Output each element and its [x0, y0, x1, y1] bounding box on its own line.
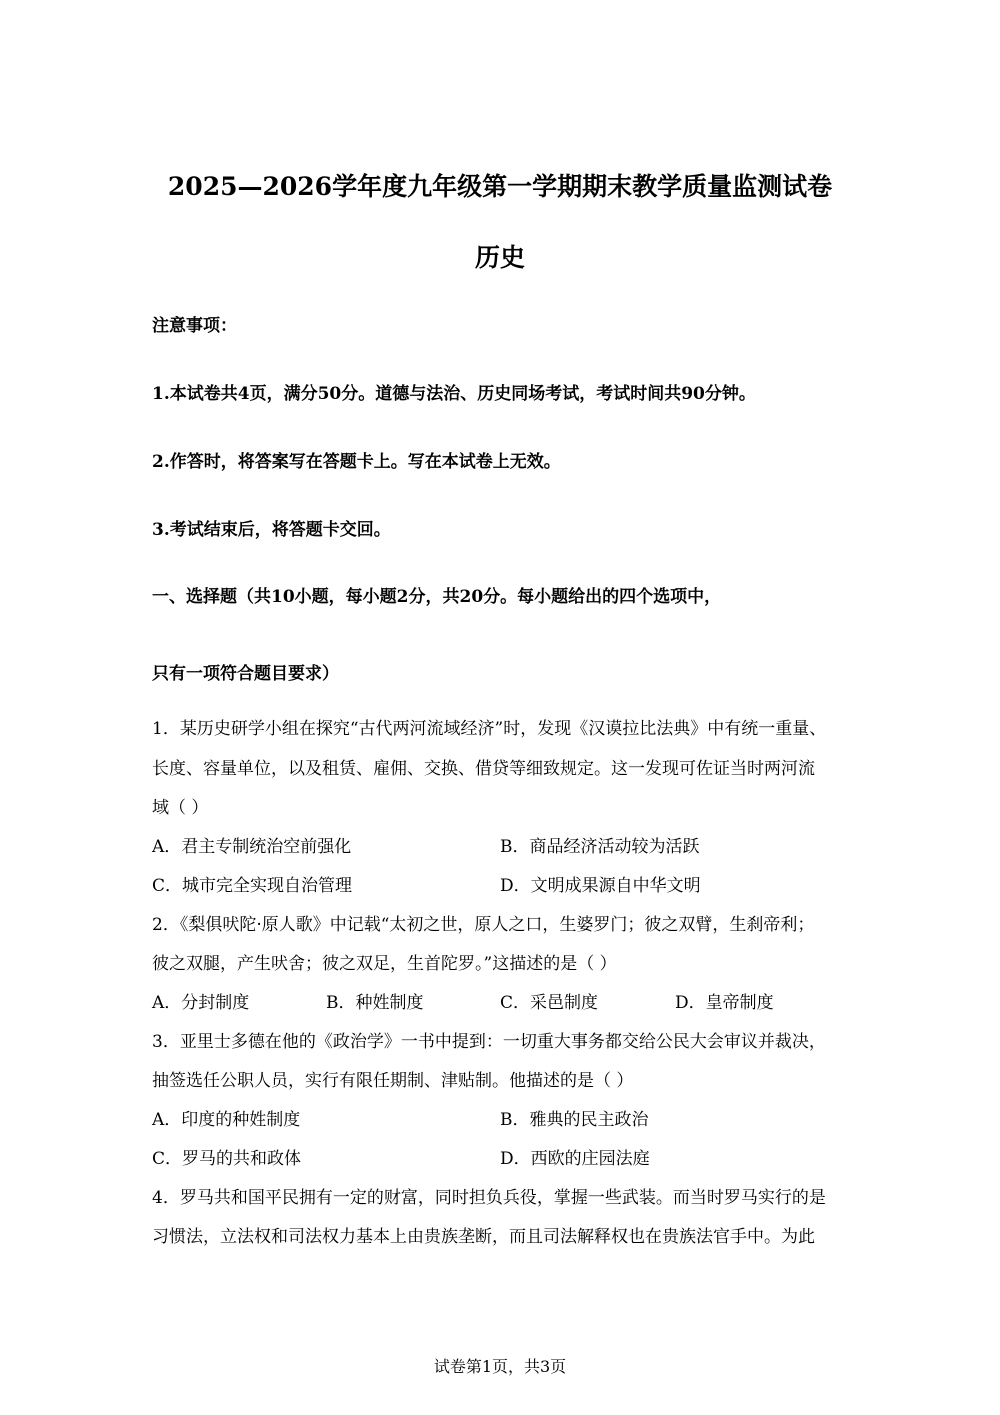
question-1-option-a: A．君主专制统治空前强化	[152, 837, 352, 857]
section-heading-line-2: 只有一项符合题目要求）	[152, 664, 339, 684]
question-2-option-c: C．采邑制度	[500, 993, 599, 1013]
question-2-line-2: 彼之双腿，产生吠舍；彼之双足，生首陀罗。”这描述的是（ ）	[152, 954, 617, 974]
question-3-option-d: D．西欧的庄园法庭	[500, 1149, 650, 1169]
question-1-line-2: 长度、容量单位，以及租赁、雇佣、交换、借贷等细致规定。这一发现可佐证当时两河流	[152, 759, 815, 779]
question-3-line-2: 抽签选任公职人员，实行有限任期制、津贴制。他描述的是（ ）	[152, 1071, 634, 1091]
note-item-3: 3.考试结束后，将答题卡交回。	[152, 520, 391, 540]
question-4-line-1: 4．罗马共和国平民拥有一定的财富，同时担负兵役，掌握一些武装。而当时罗马实行的是	[152, 1188, 826, 1208]
question-2-line-1: 2．《梨俱吠陀·原人歌》中记载“太初之世，原人之口，生婆罗门；彼之双臂，生刹帝利；	[152, 915, 815, 935]
page-footer: 试卷第1页，共3页	[433, 1357, 567, 1376]
question-4-line-2: 习惯法，立法权和司法权力基本上由贵族垄断，而且司法解释权也在贵族法官手中。为此	[152, 1227, 815, 1247]
notes-heading: 注意事项：	[152, 316, 237, 336]
question-3-option-b: B．雅典的民主政治	[500, 1110, 649, 1130]
question-1-option-d: D．文明成果源自中华文明	[500, 876, 701, 896]
question-1-option-b: B．商品经济活动较为活跃	[500, 837, 700, 857]
note-item-2: 2.作答时，将答案写在答题卡上。写在本试卷上无效。	[152, 452, 561, 472]
question-1-option-c: C．城市完全实现自治管理	[152, 876, 353, 896]
exam-title: 2025—2026学年度九年级第一学期期末教学质量监测试卷	[167, 172, 833, 201]
question-2-option-a: A．分封制度	[152, 993, 250, 1013]
note-item-1: 1.本试卷共4页，满分50分。道德与法治、历史同场考试，考试时间共90分钟。	[152, 384, 756, 404]
question-2-option-d: D．皇帝制度	[675, 993, 774, 1013]
question-3-line-1: 3．亚里士多德在他的《政治学》一书中提到：一切重大事务都交给公民大会审议并裁决，	[152, 1032, 826, 1052]
question-3-option-c: C．罗马的共和政体	[152, 1149, 302, 1169]
question-1-line-1: 1．某历史研学小组在探究“古代两河流域经济”时，发现《汉谟拉比法典》中有统一重量、	[152, 719, 827, 739]
question-1-line-3: 域（ ）	[152, 798, 209, 818]
section-heading-line-1: 一、选择题（共10小题，每小题2分，共20分。每小题给出的四个选项中，	[152, 587, 722, 607]
question-2-option-b: B．种姓制度	[326, 993, 424, 1013]
question-3-option-a: A．印度的种姓制度	[152, 1110, 301, 1130]
exam-subject: 历史	[474, 243, 525, 272]
